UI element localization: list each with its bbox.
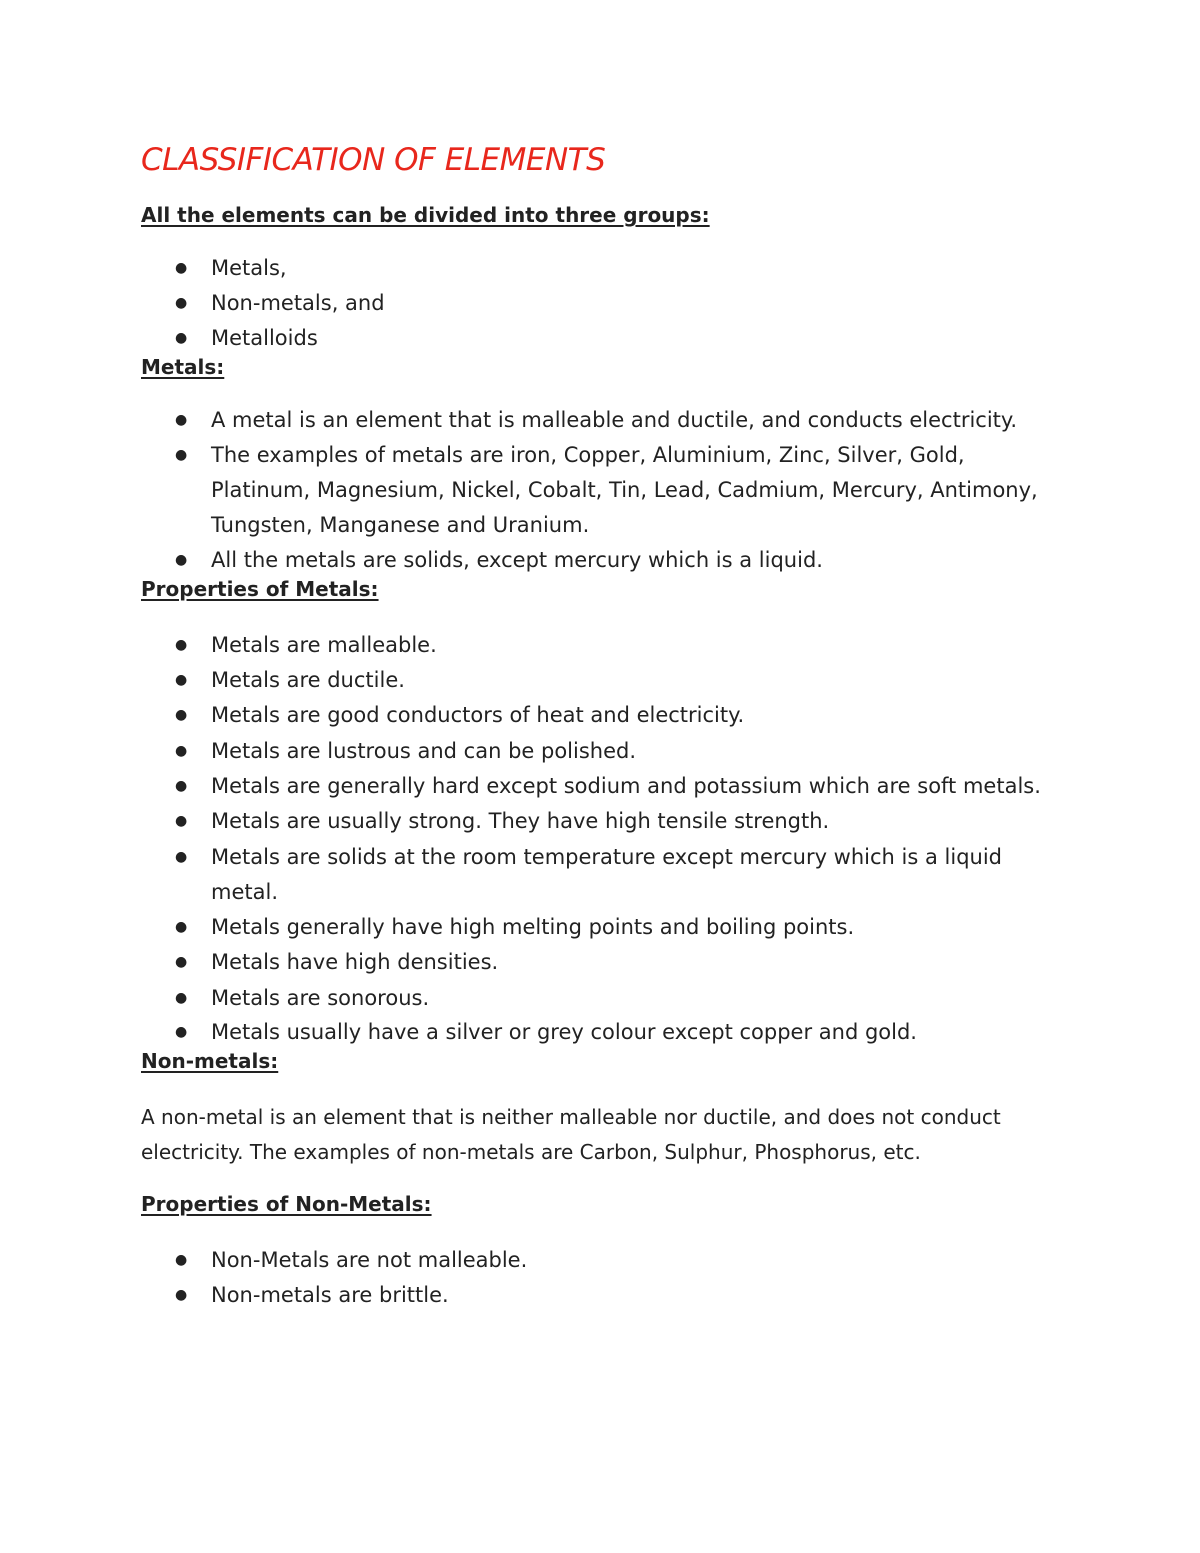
metals-list xyxy=(141,403,1041,576)
bullet-icon: ● xyxy=(175,848,188,865)
properties-nonmetals-list xyxy=(141,1243,1041,1314)
list-item: ● Metals, xyxy=(141,251,1041,286)
bullet-icon: ● xyxy=(175,329,188,346)
bullet-icon: ● xyxy=(175,551,188,568)
list-item: ● Metals are ductile. xyxy=(141,663,1041,698)
bullet-icon: ● xyxy=(175,813,188,830)
list-item: ● All the metals are solids, except mercury which is a liquid. xyxy=(141,544,1041,576)
list-item: ● Metals are good conductors of heat and electricity. xyxy=(141,698,1041,733)
nonmetals-paragraph: A non-metal is an element that is neither malleable nor ductile, and does not conduct electricity. The examples of non-metals are Carbon, Sulphur, Phosphorus, etc. xyxy=(141,1105,1001,1165)
list-item: ● Metals have high densities. xyxy=(141,945,1041,980)
bullet-icon: ● xyxy=(175,260,188,276)
list-item: ● Metals are generally hard except sodium and potassium which are soft metals. xyxy=(141,769,1041,804)
bullet-icon: ● xyxy=(175,295,188,312)
list-item: ● Metals are solids at the room temperature except mercury which is a liquid metal. xyxy=(141,840,1041,911)
list-item: ● A metal is an element that is malleable and ductile, and conducts electricity. xyxy=(141,403,1041,438)
list-item: ● Non-metals, and xyxy=(141,286,1041,321)
bullet-icon: ● xyxy=(175,1024,188,1041)
groups-list xyxy=(141,251,1041,354)
bullet-icon: ● xyxy=(175,742,188,759)
list-item: ● Metals are lustrous and can be polished. xyxy=(141,734,1041,769)
list-item: ● Metals usually have a silver or grey colour except copper and gold. xyxy=(141,1016,1041,1048)
list-item: ● Non-metals are brittle. xyxy=(141,1278,1041,1313)
list-item: ● Metals are malleable. xyxy=(141,628,1041,663)
list-item: ● Metals are sonorous. xyxy=(141,981,1041,1016)
bullet-icon: ● xyxy=(175,954,188,971)
bullet-icon: ● xyxy=(175,1251,188,1268)
metals-heading: Metals: xyxy=(141,354,225,379)
bullet-icon: ● xyxy=(175,1286,188,1303)
properties-metals-list xyxy=(141,628,1041,1048)
bullet-icon: ● xyxy=(175,446,188,463)
bullet-icon: ● xyxy=(175,777,188,794)
list-item: ● The examples of metals are iron, Copper, Aluminium, Zinc, Silver, Gold, Platinum, Magnesium, Nickel, Cobalt, Tin, Lead, Cadmium, Mercury, Antimony, Tungsten, Manganese and Uranium. xyxy=(141,438,1041,544)
bullet-icon: ● xyxy=(175,989,188,1006)
list-item: ● Non-Metals are not malleable. xyxy=(141,1243,1041,1278)
nonmetals-heading: Non-metals: xyxy=(141,1049,279,1074)
bullet-icon: ● xyxy=(175,672,188,689)
properties-metals-heading: Properties of Metals: xyxy=(141,576,379,601)
document-title: CLASSIFICATION OF ELEMENTS xyxy=(141,142,606,178)
intro-heading: All the elements can be divided into three groups: xyxy=(141,203,710,227)
bullet-icon: ● xyxy=(175,707,188,724)
properties-nonmetals-heading: Properties of Non-Metals: xyxy=(141,1191,432,1216)
bullet-icon: ● xyxy=(175,919,188,936)
bullet-icon: ● xyxy=(175,411,188,428)
list-item: ● Metals generally have high melting points and boiling points. xyxy=(141,910,1041,945)
document-page xyxy=(141,140,1041,1313)
list-item: ● Metalloids xyxy=(141,322,1041,354)
list-item: ● Metals are usually strong. They have high tensile strength. xyxy=(141,804,1041,839)
bullet-icon: ● xyxy=(175,636,188,653)
